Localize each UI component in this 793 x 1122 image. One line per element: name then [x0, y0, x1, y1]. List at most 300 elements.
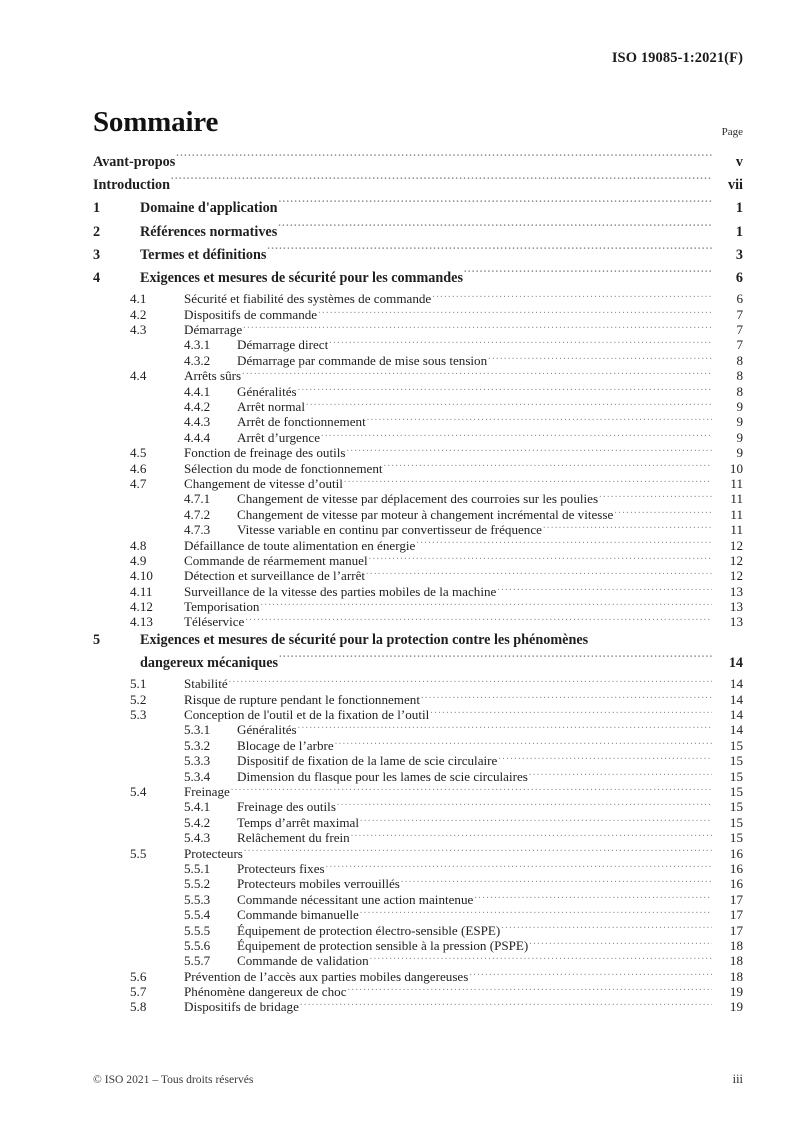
- toc-entry-number: 5.3: [130, 707, 147, 723]
- toc-entry-page: 13: [729, 583, 743, 599]
- toc-entry-number: 4.3: [130, 322, 147, 338]
- toc-entry-label: Équipement de protection électro-sensible (ESPE): [237, 922, 501, 938]
- toc-entry-label: Téléservice: [184, 614, 245, 630]
- toc-entry-page: 12: [729, 552, 743, 568]
- toc-entry-page: 9: [736, 429, 743, 445]
- dot-leader: [370, 952, 712, 965]
- title-row: [93, 105, 743, 139]
- toc-entry-page: 17: [729, 907, 743, 923]
- toc-entry-page: 13: [729, 614, 743, 630]
- toc-entry[interactable]: [93, 998, 743, 1013]
- page-title: Sommaire: [93, 106, 219, 138]
- toc-entry-label: Dispositifs de bridage: [184, 999, 299, 1015]
- toc-entry-label: Relâchement du frein: [237, 830, 350, 846]
- toc-entry-line: [93, 814, 743, 831]
- dot-leader: [298, 383, 712, 396]
- toc-entry-number: 5.5.3: [184, 891, 211, 907]
- toc-entry-label: Arrêt normal: [237, 399, 305, 415]
- toc-entry-page: 15: [729, 753, 743, 769]
- toc-entry-number: 5.4.2: [184, 814, 211, 830]
- dot-leader: [432, 290, 712, 303]
- toc-entry[interactable]: [93, 921, 743, 936]
- page-footer: [93, 1072, 743, 1087]
- dot-leader: [326, 860, 712, 873]
- toc-entry-label: Freinage des outils: [237, 799, 336, 815]
- toc-entry-label: Références normatives: [140, 223, 278, 240]
- toc-entry-label-continued: dangereux mécaniques: [140, 654, 279, 671]
- dot-leader: [321, 429, 712, 442]
- toc-entry-number: 5.3.2: [184, 737, 211, 753]
- toc-entry-line: [93, 321, 743, 338]
- toc-entry-page: 16: [729, 845, 743, 861]
- dot-leader: [501, 921, 712, 934]
- dot-leader: [416, 536, 712, 549]
- dot-leader: [367, 413, 712, 426]
- toc-entry-number: 4.12: [130, 599, 153, 615]
- toc-entry-number: 5.5.1: [184, 860, 211, 876]
- toc-entry-page: 15: [729, 737, 743, 753]
- dot-leader: [245, 613, 712, 626]
- toc-entry-line: [93, 567, 743, 584]
- toc-entry-line: [93, 706, 743, 723]
- toc-entry[interactable]: [93, 768, 743, 783]
- toc-entry[interactable]: [93, 174, 743, 197]
- toc-entry-label: Freinage: [184, 784, 230, 800]
- toc-entry-line: [93, 413, 743, 430]
- toc-entry-number: 4.4.4: [184, 429, 211, 445]
- toc-entry-number: 4.1: [130, 291, 147, 307]
- toc-entry-number: 4.7.3: [184, 522, 211, 538]
- toc-entry-line: [93, 444, 743, 461]
- toc-entry-label: Dispositif de fixation de la lame de scie circulaire: [237, 753, 498, 769]
- toc-entry-label: Temporisation: [184, 599, 260, 615]
- toc-entry-label: Changement de vitesse d’outil: [184, 475, 343, 491]
- dot-leader: [360, 814, 712, 827]
- dot-leader: [231, 783, 712, 796]
- toc-entry-line: [93, 921, 743, 938]
- toc-entry-number: 5.4: [130, 784, 147, 800]
- toc-entry-label: Généralités: [237, 383, 297, 399]
- toc-entry-page: 6: [735, 269, 743, 286]
- toc-entry-line: [93, 583, 743, 600]
- toc-entry-line: [93, 691, 743, 708]
- toc-entry-label: Démarrage: [184, 322, 243, 338]
- toc-entry-number: 4: [93, 269, 101, 286]
- toc-entry-page: 11: [730, 475, 743, 491]
- toc-entry-number: 5.1: [130, 676, 147, 692]
- toc-entry-page: 7: [736, 337, 743, 353]
- toc-entry[interactable]: [93, 552, 743, 567]
- toc-entry-number: 5.4.3: [184, 830, 211, 846]
- toc-entry-line: [93, 552, 743, 569]
- toc-entry-line: [93, 506, 743, 523]
- toc-entry[interactable]: [93, 798, 743, 813]
- toc-entry-number: 4.9: [130, 552, 147, 568]
- toc-entry-label: Dimension du flasque pour les lames de scie circulaires: [237, 768, 528, 784]
- toc-entry-label: Équipement de protection sensible à la pression (PSPE): [237, 937, 529, 953]
- toc-entry-line: [93, 290, 743, 307]
- toc-entry-label: Généralités: [237, 722, 297, 738]
- dot-leader: [529, 768, 712, 781]
- toc-entry[interactable]: [93, 413, 743, 428]
- dot-leader: [497, 583, 712, 596]
- toc-entry[interactable]: [93, 952, 743, 967]
- toc-entry-number: 5.6: [130, 968, 147, 984]
- toc-entry-line: [93, 629, 743, 652]
- toc-entry-label: Risque de rupture pendant le fonctionnement: [184, 691, 420, 707]
- toc-entry-label: Protecteurs mobiles verrouillés: [237, 876, 400, 892]
- toc-entry-line: [93, 937, 743, 954]
- dot-leader: [599, 490, 712, 503]
- toc-entry-page: vii: [728, 177, 743, 194]
- toc-entry-label: Prévention de l’accès aux parties mobiles dangereuses: [184, 968, 469, 984]
- toc-entry-line: [93, 613, 743, 630]
- toc-entry-page: 17: [729, 891, 743, 907]
- toc-entry-number: 5.5.7: [184, 953, 211, 969]
- toc-entry-label: Vitesse variable en continu par convertisseur de fréquence: [237, 522, 542, 538]
- dot-leader: [348, 983, 712, 996]
- toc-entry-page: 9: [736, 414, 743, 430]
- toc-entry-label: Phénomène dangereux de choc: [184, 984, 347, 1000]
- toc-entry-number: 5.2: [130, 691, 147, 707]
- toc-entry[interactable]: [93, 429, 743, 444]
- toc-entry[interactable]: [93, 691, 743, 706]
- toc-entry-line: [93, 906, 743, 923]
- toc-entry-label: Détection et surveillance de l’arrêt: [184, 568, 366, 584]
- dot-leader: [335, 737, 712, 750]
- toc-entry-page: 11: [730, 522, 743, 538]
- toc-entry-label: Exigences et mesures de sécurité pour les commandes: [140, 269, 463, 286]
- toc-entry-line: [93, 221, 743, 244]
- toc-entry-line: [93, 768, 743, 785]
- dot-leader: [529, 937, 712, 950]
- toc-entry-line: [93, 891, 743, 908]
- toc-entry[interactable]: [93, 983, 743, 998]
- toc-entry-page: 15: [729, 768, 743, 784]
- dot-leader: [242, 367, 712, 380]
- dot-leader: [300, 998, 712, 1011]
- toc-entry[interactable]: [93, 583, 743, 598]
- toc-entry-page: 1: [735, 200, 743, 217]
- toc-entry-page: 19: [729, 999, 743, 1015]
- toc-entry-number: 5.5.6: [184, 937, 211, 953]
- toc-entry-line: [93, 521, 743, 538]
- toc-entry-label: Sécurité et fiabilité des systèmes de commande: [184, 291, 432, 307]
- toc-entry-label: Dispositifs de commande: [184, 306, 318, 322]
- toc-entry-number: 4.11: [130, 583, 153, 599]
- toc-entry-label: Commande bimanuelle: [237, 907, 359, 923]
- toc-entry-line: [93, 829, 743, 846]
- toc-entry-page: 7: [736, 306, 743, 322]
- toc-entry[interactable]: [93, 721, 743, 736]
- toc-entry[interactable]: [93, 968, 743, 983]
- toc-entry-label: Protecteurs: [184, 845, 243, 861]
- toc-entry[interactable]: [93, 706, 743, 721]
- toc-entry[interactable]: [93, 506, 743, 521]
- toc-entry[interactable]: [93, 891, 743, 906]
- toc-entry[interactable]: [93, 336, 743, 351]
- toc-entry-line: [93, 798, 743, 815]
- toc-entry-line: [93, 352, 743, 369]
- toc-entry[interactable]: [93, 629, 743, 675]
- toc-entry-line: [93, 998, 743, 1015]
- document-reference-header: ISO 19085-1:2021(F): [611, 50, 743, 66]
- toc-entry-page: 19: [729, 984, 743, 1000]
- toc-entry-label: Commande de validation: [237, 953, 369, 969]
- toc-entry[interactable]: [93, 737, 743, 752]
- toc-entry-number: 4.2: [130, 306, 147, 322]
- dot-leader: [366, 567, 712, 580]
- dot-leader: [229, 675, 712, 688]
- toc-entry-page: 6: [736, 291, 743, 307]
- dot-leader: [278, 221, 712, 235]
- toc-entry-line: [93, 197, 743, 220]
- toc-entry-number: 4.7: [130, 475, 147, 491]
- toc-entry-number: 4.13: [130, 614, 153, 630]
- toc-entry[interactable]: [93, 398, 743, 413]
- dot-leader: [260, 598, 712, 611]
- toc-entry-label: Changement de vitesse par moteur à changement incrémental de vitesse: [237, 506, 614, 522]
- toc-entry[interactable]: [93, 475, 743, 490]
- toc-entry-page: 3: [735, 246, 743, 263]
- toc-entry-line: [93, 306, 743, 323]
- toc-entry[interactable]: [93, 490, 743, 505]
- toc-entry-label: Démarrage direct: [237, 337, 329, 353]
- dot-leader: [306, 398, 712, 411]
- table-of-contents: [93, 151, 743, 1014]
- toc-entry[interactable]: [93, 321, 743, 336]
- dot-leader: [384, 459, 712, 472]
- dot-leader: [346, 444, 712, 457]
- toc-entry-number: 5.7: [130, 984, 147, 1000]
- toc-entry[interactable]: [93, 752, 743, 767]
- toc-entry-page: 18: [729, 937, 743, 953]
- toc-entry-line: [93, 151, 743, 174]
- toc-entry-page: 12: [729, 537, 743, 553]
- toc-entry-number: 5.5.5: [184, 922, 211, 938]
- toc-entry-label: Stabilité: [184, 676, 228, 692]
- toc-entry[interactable]: [93, 536, 743, 551]
- toc-entry-number: 4.7.1: [184, 491, 211, 507]
- toc-entry[interactable]: [93, 598, 743, 613]
- toc-entry-number: 5.5.4: [184, 907, 211, 923]
- toc-entry-number: 4.7.2: [184, 506, 211, 522]
- toc-entry[interactable]: [93, 221, 743, 244]
- toc-entry-line: [93, 652, 743, 675]
- toc-entry-page: 12: [729, 568, 743, 584]
- toc-entry-page: v: [735, 154, 743, 170]
- toc-entry-line: [93, 875, 743, 892]
- toc-entry-number: 4.4.3: [184, 414, 211, 430]
- toc-entry[interactable]: [93, 352, 743, 367]
- toc-entry-label: Protecteurs fixes: [237, 860, 325, 876]
- dot-leader: [171, 175, 712, 189]
- dot-leader: [469, 968, 712, 981]
- toc-entry-label: Exigences et mesures de sécurité pour la protection contre les phénomènes: [140, 631, 589, 648]
- toc-entry-page: 8: [736, 368, 743, 384]
- toc-entry-line: [93, 752, 743, 769]
- toc-entry[interactable]: [93, 814, 743, 829]
- toc-entry-line: [93, 244, 743, 267]
- dot-leader: [176, 152, 712, 166]
- toc-entry-page: 11: [730, 506, 743, 522]
- toc-entry[interactable]: [93, 197, 743, 220]
- toc-entry-label: Introduction: [93, 177, 170, 194]
- toc-entry-page: 15: [729, 814, 743, 830]
- toc-entry-page: 16: [729, 876, 743, 892]
- toc-entry[interactable]: [93, 906, 743, 921]
- toc-entry-label: Sélection du mode de fonctionnement: [184, 460, 383, 476]
- toc-entry-line: [93, 952, 743, 969]
- dot-leader: [614, 506, 712, 519]
- toc-entry[interactable]: [93, 844, 743, 859]
- dot-leader: [243, 321, 712, 334]
- toc-entry-label: Surveillance de la vitesse des parties mobiles de la machine: [184, 583, 497, 599]
- dot-leader: [279, 653, 712, 667]
- toc-entry-line: [93, 383, 743, 400]
- toc-entry-line: [93, 721, 743, 738]
- toc-entry-number: 5.3.1: [184, 722, 211, 738]
- toc-entry-page: 9: [736, 399, 743, 415]
- toc-entry-page: 8: [736, 352, 743, 368]
- toc-entry-page: 15: [729, 830, 743, 846]
- toc-entry-line: [93, 598, 743, 615]
- toc-entry-page: 14: [729, 707, 743, 723]
- toc-entry[interactable]: [93, 244, 743, 267]
- toc-entry-number: 4.3.2: [184, 352, 211, 368]
- toc-entry-page: 7: [736, 322, 743, 338]
- toc-entry-number: 3: [93, 246, 101, 263]
- toc-entry-page: 16: [729, 860, 743, 876]
- toc-entry[interactable]: [93, 267, 743, 290]
- toc-entry-line: [93, 459, 743, 476]
- toc-entry-page: 14: [728, 654, 743, 671]
- toc-entry-number: 4.10: [130, 568, 153, 584]
- toc-entry-page: 8: [736, 383, 743, 399]
- dot-leader: [488, 352, 712, 365]
- dot-leader: [464, 268, 712, 282]
- dot-leader: [351, 829, 712, 842]
- toc-entry-line: [93, 737, 743, 754]
- toc-entry[interactable]: [93, 521, 743, 536]
- toc-entry-page: 17: [729, 922, 743, 938]
- dot-leader: [267, 245, 712, 259]
- toc-entry-line: [93, 336, 743, 353]
- toc-entry-line: [93, 174, 743, 197]
- toc-entry-label: Arrêt de fonctionnement: [237, 414, 366, 430]
- toc-entry[interactable]: [93, 675, 743, 690]
- toc-entry[interactable]: [93, 367, 743, 382]
- dot-leader: [329, 336, 712, 349]
- dot-leader: [344, 475, 712, 488]
- toc-entry-number: 4.3.1: [184, 337, 211, 353]
- dot-leader: [337, 798, 712, 811]
- toc-entry-line: [93, 367, 743, 384]
- toc-entry[interactable]: [93, 459, 743, 474]
- toc-entry-line: [93, 675, 743, 692]
- toc-entry[interactable]: [93, 383, 743, 398]
- folio-number: iii: [732, 1072, 743, 1086]
- dot-leader: [298, 721, 712, 734]
- toc-entry[interactable]: [93, 444, 743, 459]
- toc-entry-label: Termes et définitions: [140, 246, 267, 263]
- toc-entry-label: Arrêts sûrs: [184, 368, 242, 384]
- toc-entry-page: 18: [729, 953, 743, 969]
- toc-entry-page: 15: [729, 799, 743, 815]
- toc-entry-label: Démarrage par commande de mise sous tension: [237, 352, 488, 368]
- toc-entry-label: Blocage de l’arbre: [237, 737, 334, 753]
- page-column-label: Page: [721, 126, 743, 138]
- toc-entry[interactable]: [93, 783, 743, 798]
- toc-entry[interactable]: [93, 875, 743, 890]
- dot-leader: [498, 752, 712, 765]
- dot-leader: [430, 706, 712, 719]
- toc-entry[interactable]: [93, 290, 743, 305]
- toc-entry-number: 5.5: [130, 845, 147, 861]
- dot-leader: [369, 552, 712, 565]
- toc-entry-number: 5: [93, 631, 101, 648]
- copyright-notice: © ISO 2021 – Tous droits réservés: [93, 1073, 254, 1086]
- toc-entry-number: 1: [93, 200, 101, 217]
- toc-entry-number: 4.6: [130, 460, 147, 476]
- toc-entry-label: Conception de l'outil et de la fixation de l’outil: [184, 707, 430, 723]
- toc-entry-page: 14: [729, 722, 743, 738]
- toc-entry-label: Défaillance de toute alimentation en énergie: [184, 537, 416, 553]
- toc-entry-page: 10: [729, 460, 743, 476]
- toc-entry-line: [93, 429, 743, 446]
- dot-leader: [421, 691, 712, 704]
- toc-entry-number: 5.4.1: [184, 799, 211, 815]
- toc-entry-line: [93, 398, 743, 415]
- toc-entry-number: 4.8: [130, 537, 147, 553]
- dot-leader: [401, 875, 712, 888]
- toc-entry[interactable]: [93, 829, 743, 844]
- toc-entry-page: 11: [730, 491, 743, 507]
- toc-entry-number: 4.4: [130, 368, 147, 384]
- toc-entry-number: 2: [93, 223, 101, 240]
- toc-entry[interactable]: [93, 613, 743, 628]
- toc-entry-label: Changement de vitesse par déplacement des courroies sur les poulies: [237, 491, 599, 507]
- toc-entry-page: 18: [729, 968, 743, 984]
- toc-entry-line: [93, 844, 743, 861]
- toc-entry[interactable]: [93, 860, 743, 875]
- toc-entry-label: Commande nécessitant une action maintenue: [237, 891, 474, 907]
- toc-entry-number: 5.3.4: [184, 768, 211, 784]
- toc-entry-page: 13: [729, 599, 743, 615]
- toc-entry-number: 5.8: [130, 999, 147, 1015]
- toc-entry-line: [93, 490, 743, 507]
- toc-entry[interactable]: [93, 567, 743, 582]
- toc-entry-page: 9: [736, 445, 743, 461]
- dot-leader: [279, 198, 712, 212]
- toc-entry-page: 15: [729, 784, 743, 800]
- toc-entry-page: 14: [729, 691, 743, 707]
- toc-entry-line: [93, 968, 743, 985]
- toc-entry-line: [93, 983, 743, 1000]
- toc-entry[interactable]: [93, 151, 743, 174]
- toc-entry-number: 5.3.3: [184, 753, 211, 769]
- toc-entry-number: 4.5: [130, 445, 147, 461]
- toc-entry-label: Commande de réarmement manuel: [184, 552, 368, 568]
- dot-leader: [543, 521, 712, 534]
- toc-entry-line: [93, 783, 743, 800]
- toc-entry-label: Avant-propos: [93, 154, 176, 170]
- dot-leader: [360, 906, 712, 919]
- toc-entry-label: Temps d’arrêt maximal: [237, 814, 359, 830]
- toc-entry[interactable]: [93, 306, 743, 321]
- toc-entry[interactable]: [93, 937, 743, 952]
- toc-entry-number: 4.4.2: [184, 399, 211, 415]
